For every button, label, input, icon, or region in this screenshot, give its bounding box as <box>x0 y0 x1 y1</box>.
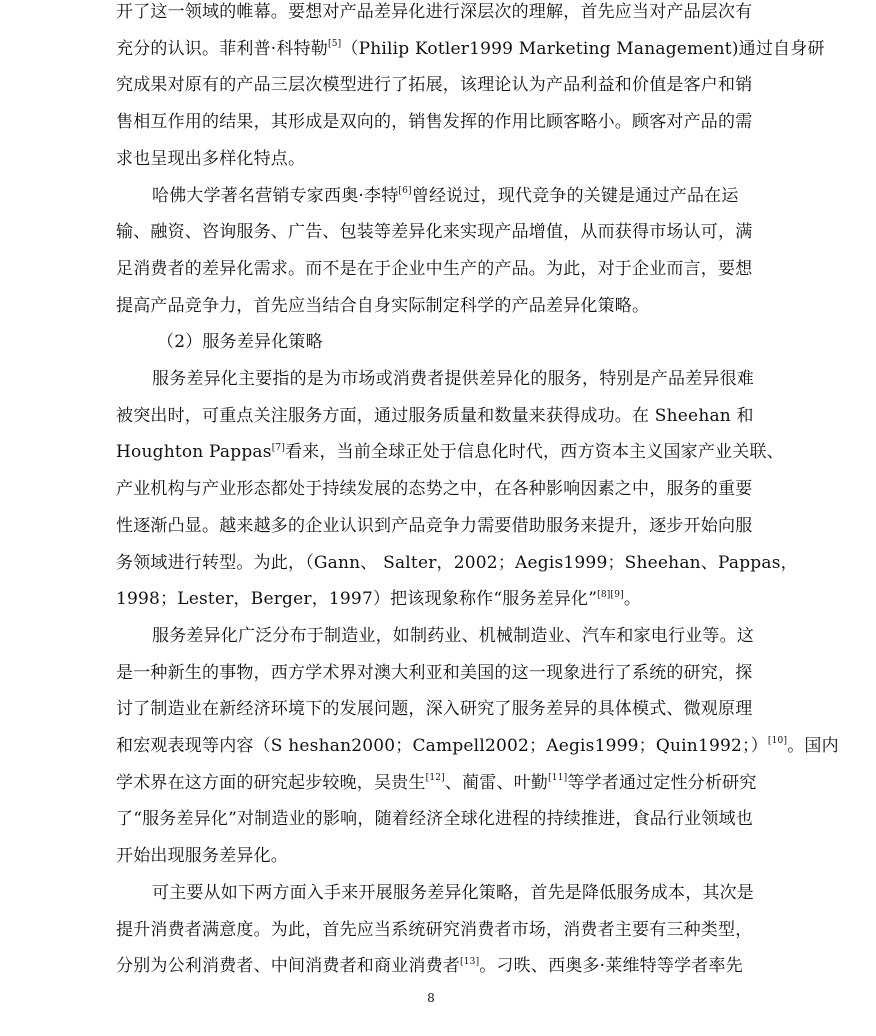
text-segment: 输、融资、咨询服务、广告、包装等差异化来实现产品增值，从而获得市场认可，满 <box>116 222 753 243</box>
text-line <box>116 552 798 573</box>
text-segment: 提升消费者满意度。为此，首先应当系统研究消费者市场，消费者主要有三种类型， <box>116 919 753 940</box>
text-line <box>116 736 839 756</box>
text-line <box>116 442 784 463</box>
text-line <box>116 846 780 866</box>
citation-marker: [6] <box>398 185 412 196</box>
text-segment: 充分的认识。菲利普·科特勒 <box>116 38 329 59</box>
text-segment: 等学者通过定性分析研究 <box>567 772 757 793</box>
text-segment: 究成果对原有的产品三层次模型进行了拓展，该理论认为产品利益和价值是客户和销 <box>116 75 753 96</box>
text-line <box>116 663 780 683</box>
text-line <box>116 699 780 719</box>
text-line <box>116 406 780 426</box>
text-segment: 、蔺雷、叶勤 <box>444 772 549 793</box>
citation-marker: [12] <box>425 773 445 784</box>
text-line <box>116 75 780 95</box>
text-line <box>116 920 780 940</box>
text-segment: 1998；Lester，Berger，1997）把该现象称作“服务差异化” <box>116 589 598 610</box>
text-segment: （Philip Kotler1999 Marketing Management)通过自身研 <box>341 38 825 59</box>
text-line <box>152 626 780 646</box>
citation-marker: [13] <box>460 956 480 967</box>
text-segment: 曾经说过，现代竞争的关键是通过产品在运 <box>411 185 739 206</box>
text-line <box>116 112 780 132</box>
citation-marker: [7] <box>271 442 286 453</box>
text-line <box>116 516 780 536</box>
text-segment: Houghton Pappas <box>116 442 272 463</box>
text-segment: 服务差异化广泛分布于制造业，如制药业、机械制造业、汽车和家电行业等。这 <box>152 625 754 646</box>
text-line <box>116 149 780 169</box>
text-line <box>152 186 780 206</box>
text-line <box>152 883 780 903</box>
text-segment: 。 <box>623 589 642 610</box>
text-segment: 学术界在这方面的研究起步较晚，吴贵生 <box>116 772 426 793</box>
text-segment: 开了这一领域的帷幕。要想对产品差异化进行深层次的理解，首先应当对产品层次有 <box>116 2 753 22</box>
text-segment: 求也呈现出多样化特点。 <box>116 148 306 169</box>
citation-marker: [8][9] <box>597 589 624 600</box>
text-segment: 和宏观表现等内容（S heshan2000；Campell2002；Aegis1999；Quin1992；） <box>116 736 768 756</box>
text-segment: 哈佛大学著名营销专家西奥·李特 <box>152 185 399 206</box>
text-line <box>116 589 780 609</box>
citation-marker: [11] <box>548 773 568 784</box>
text-segment: 售相互作用的结果，其形成是双向的，销售发挥的作用比顾客略小。顾客对产品的需 <box>116 112 753 133</box>
page-number: 8 <box>427 991 435 1005</box>
citation-marker: [5] <box>328 39 342 50</box>
text-segment: 了“服务差异化”对制造业的影响，随着经济全球化进程的持续推进，食品行业领域也 <box>116 809 753 830</box>
text-segment: 开始出现服务差异化。 <box>116 846 288 867</box>
text-line <box>116 773 780 793</box>
section-heading <box>157 332 821 352</box>
text-segment: 分别为公利消费者、中间消费者和商业消费者 <box>116 956 460 977</box>
text-segment: 产业机构与产业形态都处于持续发展的态势之中，在各种影响因素之中，服务的重要 <box>116 479 753 500</box>
text-segment: 提高产品竞争力，首先应当结合自身实际制定科学的产品差异化策略。 <box>116 295 650 316</box>
text-line <box>116 479 780 499</box>
text-segment: 是一种新生的事物，西方学术界对澳大利亚和美国的这一现象进行了系统的研究，探 <box>116 662 753 683</box>
text-segment: 务领域进行转型。为此，（Gann、 Salter，2002；Aegis1999；Sheehan、Pappas， <box>116 552 798 573</box>
text-segment: 被突出时，可重点关注服务方面，通过服务质量和数量来获得成功。在 Sheehan 和 <box>116 405 754 426</box>
text-line <box>152 369 780 389</box>
text-segment: 足消费者的差异化需求。而不是在于企业中生产的产品。为此，对于企业而言，要想 <box>116 258 753 279</box>
text-line <box>116 956 780 976</box>
text-segment: 可主要从如下两方面入手来开展服务差异化策略，首先是降低服务成本，其次是 <box>152 882 754 903</box>
text-segment: （2）服务差异化策略 <box>157 332 323 353</box>
text-line <box>116 38 825 59</box>
text-line <box>116 259 780 279</box>
text-segment: 性逐渐凸显。越来越多的企业认识到产品竞争力需要借助服务来提升，逐步开始向服 <box>116 515 753 536</box>
text-segment: 服务差异化主要指的是为市场或消费者提供差异化的服务，特别是产品差异很难 <box>152 369 754 389</box>
text-segment: 。国内 <box>787 736 839 756</box>
text-line <box>116 296 780 316</box>
text-line <box>116 809 780 829</box>
text-segment: 。刁昳、西奥多·莱维特等学者率先 <box>479 956 743 977</box>
text-segment: 看来，当前全球正处于信息化时代，西方资本主义国家产业关联、 <box>285 442 784 463</box>
citation-marker: [10] <box>767 736 788 747</box>
text-segment: 讨了制造业在新经济环境下的发展问题，深入研究了服务差异的具体模式、微观原理 <box>116 699 753 720</box>
text-line <box>116 222 780 242</box>
text-line <box>116 2 780 22</box>
